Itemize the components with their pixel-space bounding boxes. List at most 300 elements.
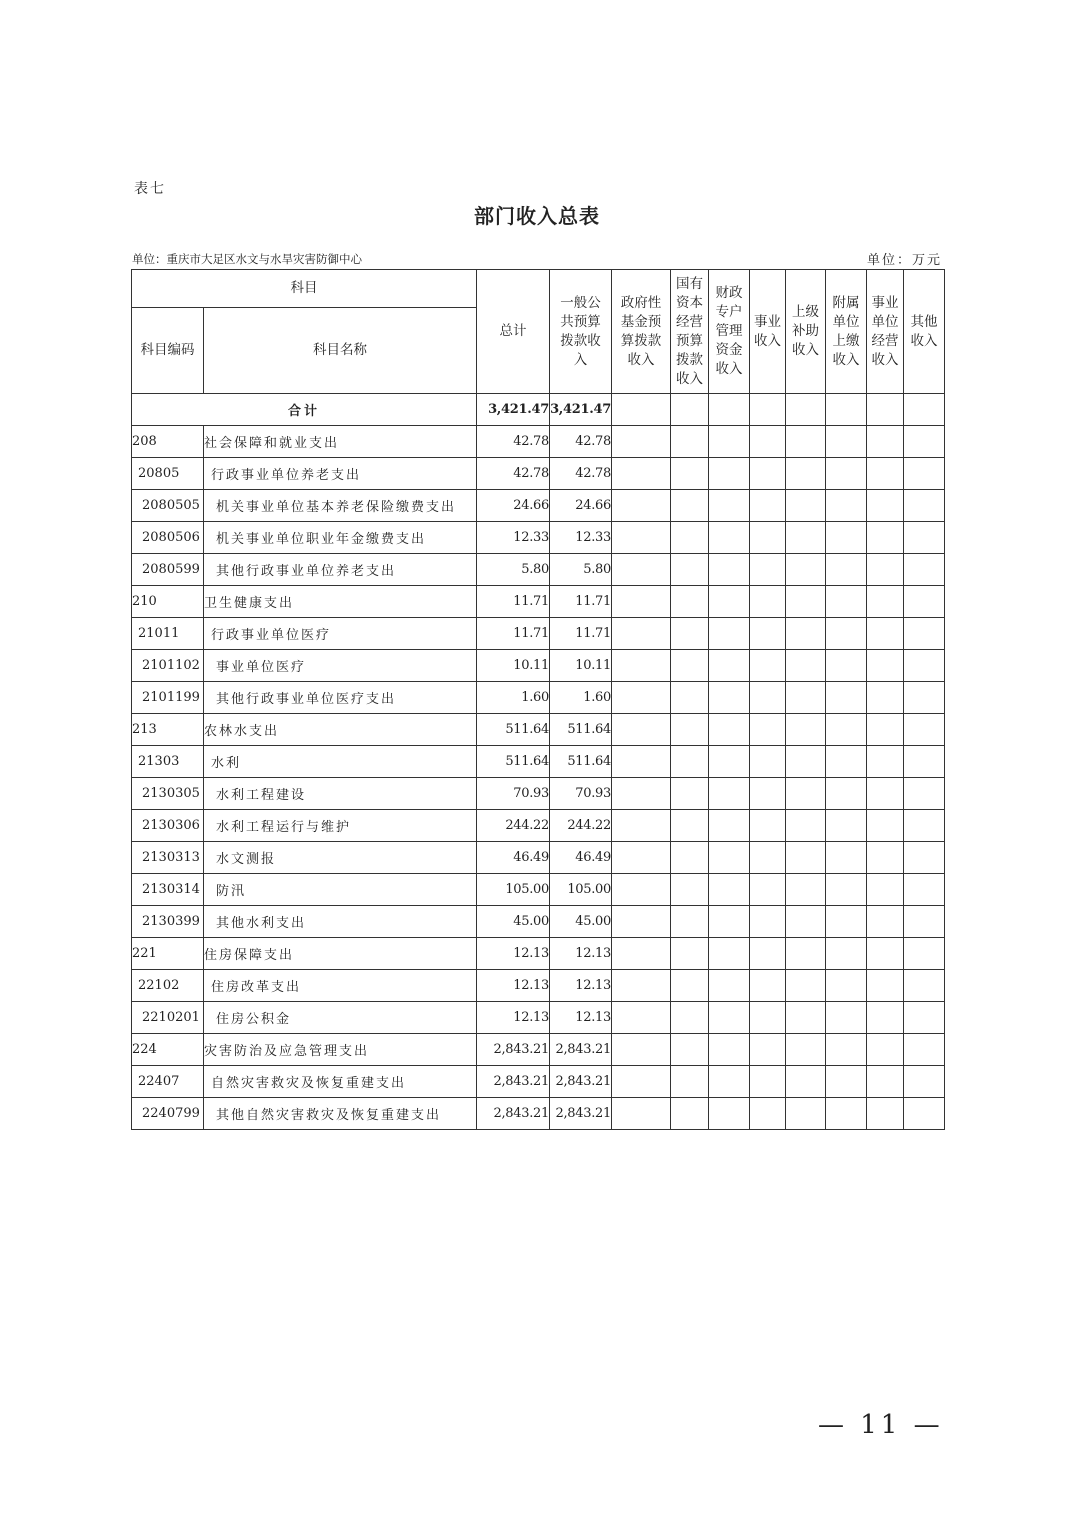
empty-cell (867, 1066, 904, 1098)
table-label: 表七 (134, 181, 166, 197)
empty-cell (671, 1002, 709, 1034)
empty-cell (671, 1034, 709, 1066)
empty-cell (709, 1098, 750, 1130)
header-total: 总计 (477, 270, 550, 394)
empty-cell (786, 1066, 826, 1098)
row-total: 46.49 (477, 842, 550, 874)
empty-cell (826, 842, 867, 874)
subject-code: 21303 (132, 746, 204, 778)
row-total: 1.60 (477, 682, 550, 714)
empty-cell (904, 778, 945, 810)
empty-cell (786, 522, 826, 554)
empty-cell (709, 810, 750, 842)
page-number: — 11 — (818, 1410, 944, 1440)
empty-cell (826, 426, 867, 458)
row-total: 511.64 (477, 714, 550, 746)
header-business-operating: 事业 单位 经营 收入 (867, 270, 904, 394)
subject-code: 2080599 (132, 554, 204, 586)
empty-cell (904, 970, 945, 1002)
empty-cell (786, 490, 826, 522)
row-total: 45.00 (477, 906, 550, 938)
table-row (132, 458, 945, 490)
header-state-capital: 国有 资本 经营 预算 拨款 收入 (671, 270, 709, 394)
empty-cell (709, 554, 750, 586)
empty-cell (671, 458, 709, 490)
empty-cell (671, 522, 709, 554)
empty-cell (709, 842, 750, 874)
row-general-budget: 5.80 (550, 554, 612, 586)
empty-cell (826, 650, 867, 682)
empty-cell (867, 714, 904, 746)
row-general-budget: 11.71 (550, 586, 612, 618)
empty-cell (750, 714, 786, 746)
subject-code: 2080505 (132, 490, 204, 522)
empty-cell (709, 938, 750, 970)
table-row (132, 1066, 945, 1098)
empty-cell (867, 1098, 904, 1130)
row-general-budget: 511.64 (550, 746, 612, 778)
empty-cell (786, 810, 826, 842)
empty-cell (904, 810, 945, 842)
row-general-budget: 24.66 (550, 490, 612, 522)
row-total: 2,843.21 (477, 1098, 550, 1130)
empty-cell (709, 1002, 750, 1034)
empty-cell (709, 426, 750, 458)
empty-cell (671, 842, 709, 874)
empty-cell (867, 650, 904, 682)
empty-cell (671, 938, 709, 970)
empty-cell (826, 1002, 867, 1034)
subject-name: 住房公积金 (204, 1002, 477, 1034)
empty-cell (904, 906, 945, 938)
empty-cell (786, 906, 826, 938)
subject-name: 事业单位医疗 (204, 650, 477, 682)
header-affiliated-income: 附属 单位 上缴 收入 (826, 270, 867, 394)
empty-cell (612, 458, 671, 490)
row-general-budget: 12.13 (550, 1002, 612, 1034)
subject-name: 自然灾害救灾及恢复重建支出 (204, 1066, 477, 1098)
subject-name: 其他水利支出 (204, 906, 477, 938)
empty-cell (612, 746, 671, 778)
row-total: 2,843.21 (477, 1066, 550, 1098)
table-row (132, 778, 945, 810)
subject-name: 其他自然灾害救灾及恢复重建支出 (204, 1098, 477, 1130)
empty-cell (786, 874, 826, 906)
empty-cell (826, 714, 867, 746)
empty-cell (786, 1002, 826, 1034)
empty-cell (867, 490, 904, 522)
empty-cell (867, 426, 904, 458)
empty-cell (904, 714, 945, 746)
empty-cell (867, 874, 904, 906)
empty-cell (826, 554, 867, 586)
row-total: 2,843.21 (477, 1034, 550, 1066)
empty-cell (826, 618, 867, 650)
table-row (132, 650, 945, 682)
empty-cell (750, 970, 786, 1002)
empty-cell (786, 1098, 826, 1130)
empty-cell (671, 586, 709, 618)
subject-name: 其他行政事业单位养老支出 (204, 554, 477, 586)
subject-code: 221 (132, 938, 204, 970)
table-row (132, 810, 945, 842)
empty-cell (826, 906, 867, 938)
empty-cell (612, 778, 671, 810)
unit-currency: 单位：万元 (866, 253, 942, 268)
subject-name: 社会保障和就业支出 (204, 426, 477, 458)
empty-cell (671, 618, 709, 650)
row-total: 12.33 (477, 522, 550, 554)
header-general-budget: 一般公 共预算 拨款收 入 (550, 270, 612, 394)
empty-cell (786, 458, 826, 490)
total-row (132, 394, 945, 426)
table-row (132, 714, 945, 746)
table-row (132, 1002, 945, 1034)
empty-cell (867, 970, 904, 1002)
empty-cell (904, 586, 945, 618)
empty-cell (612, 1002, 671, 1034)
empty-cell (612, 1098, 671, 1130)
subject-code: 2130314 (132, 874, 204, 906)
row-total: 42.78 (477, 426, 550, 458)
empty-cell (786, 778, 826, 810)
table-row (132, 618, 945, 650)
subject-code: 2130305 (132, 778, 204, 810)
empty-cell (786, 714, 826, 746)
empty-cell (612, 618, 671, 650)
row-general-budget: 2,843.21 (550, 1098, 612, 1130)
empty-cell (671, 682, 709, 714)
header-other-income: 其他 收入 (904, 270, 945, 394)
empty-cell (709, 1066, 750, 1098)
empty-cell (904, 874, 945, 906)
subject-code: 2130399 (132, 906, 204, 938)
empty-cell (612, 490, 671, 522)
empty-cell (904, 554, 945, 586)
empty-cell (826, 810, 867, 842)
table-row (132, 746, 945, 778)
empty-cell (904, 522, 945, 554)
row-general-budget: 45.00 (550, 906, 612, 938)
subject-code: 210 (132, 586, 204, 618)
subject-code: 208 (132, 426, 204, 458)
subject-name: 其他行政事业单位医疗支出 (204, 682, 477, 714)
empty-cell (671, 426, 709, 458)
empty-cell (786, 970, 826, 1002)
empty-cell (709, 778, 750, 810)
header-superior-subsidy: 上级 补助 收入 (786, 270, 826, 394)
empty-cell (671, 490, 709, 522)
empty-cell (904, 1002, 945, 1034)
empty-cell (904, 682, 945, 714)
empty-cell (671, 874, 709, 906)
empty-cell (750, 1098, 786, 1130)
empty-cell (750, 778, 786, 810)
empty-cell (786, 554, 826, 586)
empty-cell (826, 1034, 867, 1066)
subject-name: 机关事业单位职业年金缴费支出 (204, 522, 477, 554)
header-subject-name: 科目名称 (204, 308, 477, 394)
empty-cell (709, 906, 750, 938)
row-general-budget: 2,843.21 (550, 1034, 612, 1066)
empty-cell (867, 522, 904, 554)
empty-cell (904, 938, 945, 970)
table-row (132, 842, 945, 874)
empty-cell (826, 938, 867, 970)
row-general-budget: 42.78 (550, 426, 612, 458)
row-general-budget: 70.93 (550, 778, 612, 810)
empty-cell (826, 746, 867, 778)
subject-code: 20805 (132, 458, 204, 490)
row-general-budget: 2,843.21 (550, 1066, 612, 1098)
table-row (132, 426, 945, 458)
row-general-budget: 12.13 (550, 970, 612, 1002)
subject-code: 224 (132, 1034, 204, 1066)
empty-cell (867, 746, 904, 778)
empty-cell (709, 682, 750, 714)
subject-name: 水利工程建设 (204, 778, 477, 810)
row-total: 70.93 (477, 778, 550, 810)
income-summary-table (131, 269, 945, 1130)
empty-cell (750, 746, 786, 778)
empty-cell (867, 682, 904, 714)
subject-name: 机关事业单位基本养老保险缴费支出 (204, 490, 477, 522)
empty-cell (612, 1066, 671, 1098)
empty-cell (904, 1066, 945, 1098)
empty-cell (867, 554, 904, 586)
empty-cell (826, 522, 867, 554)
empty-cell (750, 490, 786, 522)
empty-cell (904, 746, 945, 778)
empty-cell (786, 842, 826, 874)
subject-name: 水利工程运行与维护 (204, 810, 477, 842)
empty-cell (786, 746, 826, 778)
subject-name: 水文测报 (204, 842, 477, 874)
row-total: 5.80 (477, 554, 550, 586)
empty-cell (750, 522, 786, 554)
row-general-budget: 244.22 (550, 810, 612, 842)
header-gov-fund: 政府性 基金预 算拨款 收入 (612, 270, 671, 394)
row-total: 12.13 (477, 970, 550, 1002)
empty-cell (612, 714, 671, 746)
row-general-budget: 11.71 (550, 618, 612, 650)
unit-organization: 单位：重庆市大足区水文与水旱灾害防御中心 (132, 252, 362, 266)
empty-cell (786, 938, 826, 970)
row-general-budget: 1.60 (550, 682, 612, 714)
empty-cell (826, 490, 867, 522)
row-total: 42.78 (477, 458, 550, 490)
empty-cell (867, 778, 904, 810)
row-general-budget: 46.49 (550, 842, 612, 874)
row-general-budget: 105.00 (550, 874, 612, 906)
empty-cell (612, 810, 671, 842)
empty-cell (904, 458, 945, 490)
total-label: 合计 (132, 394, 477, 426)
empty-cell (867, 586, 904, 618)
subject-name: 卫生健康支出 (204, 586, 477, 618)
empty-cell (612, 682, 671, 714)
empty-cell (671, 970, 709, 1002)
empty-cell (904, 650, 945, 682)
header-subject-code: 科目编码 (132, 308, 204, 394)
empty-cell (826, 778, 867, 810)
empty-cell (709, 458, 750, 490)
empty-cell (612, 874, 671, 906)
empty-cell (750, 618, 786, 650)
empty-cell (750, 1034, 786, 1066)
row-total: 244.22 (477, 810, 550, 842)
empty-cell (750, 650, 786, 682)
empty-cell (612, 842, 671, 874)
document-title: 部门收入总表 (474, 204, 600, 228)
empty-cell (786, 586, 826, 618)
table-row (132, 490, 945, 522)
empty-cell (904, 842, 945, 874)
empty-cell (612, 522, 671, 554)
empty-cell (750, 842, 786, 874)
header-fiscal-special: 财政 专户 管理 资金 收入 (709, 270, 750, 394)
row-total: 12.13 (477, 938, 550, 970)
empty-cell (612, 970, 671, 1002)
empty-cell (826, 970, 867, 1002)
table-row (132, 874, 945, 906)
table-row (132, 938, 945, 970)
empty-cell (904, 1034, 945, 1066)
empty-cell (750, 874, 786, 906)
empty-cell (904, 618, 945, 650)
empty-cell (750, 938, 786, 970)
subject-name: 防汛 (204, 874, 477, 906)
empty-cell (709, 522, 750, 554)
empty-cell (826, 1098, 867, 1130)
header-business-income: 事业 收入 (750, 270, 786, 394)
table-row (132, 970, 945, 1002)
empty-cell (671, 714, 709, 746)
empty-cell (750, 1066, 786, 1098)
empty-cell (612, 906, 671, 938)
empty-cell (709, 1034, 750, 1066)
subject-name: 水利 (204, 746, 477, 778)
empty-cell (786, 650, 826, 682)
subject-code: 2130313 (132, 842, 204, 874)
empty-cell (709, 970, 750, 1002)
empty-cell (826, 458, 867, 490)
empty-cell (750, 682, 786, 714)
empty-cell (671, 650, 709, 682)
table-row (132, 522, 945, 554)
row-total: 511.64 (477, 746, 550, 778)
empty-cell (671, 778, 709, 810)
empty-cell (867, 618, 904, 650)
row-general-budget: 12.33 (550, 522, 612, 554)
subject-code: 2101102 (132, 650, 204, 682)
subject-code: 213 (132, 714, 204, 746)
row-general-budget: 42.78 (550, 458, 612, 490)
empty-cell (750, 554, 786, 586)
empty-cell (904, 490, 945, 522)
subject-name: 行政事业单位医疗 (204, 618, 477, 650)
empty-cell (867, 906, 904, 938)
row-total: 11.71 (477, 618, 550, 650)
subject-name: 灾害防治及应急管理支出 (204, 1034, 477, 1066)
table-row (132, 1034, 945, 1066)
subject-name: 住房保障支出 (204, 938, 477, 970)
row-total: 12.13 (477, 1002, 550, 1034)
empty-cell (612, 650, 671, 682)
subject-code: 22407 (132, 1066, 204, 1098)
empty-cell (826, 874, 867, 906)
empty-cell (750, 426, 786, 458)
empty-cell (867, 842, 904, 874)
table-row (132, 906, 945, 938)
subject-name: 住房改革支出 (204, 970, 477, 1002)
empty-cell (904, 426, 945, 458)
empty-cell (709, 746, 750, 778)
empty-cell (671, 1066, 709, 1098)
empty-cell (750, 810, 786, 842)
empty-cell (786, 426, 826, 458)
empty-cell (709, 714, 750, 746)
table-row (132, 682, 945, 714)
header-subject: 科目 (132, 270, 477, 308)
empty-cell (671, 746, 709, 778)
empty-cell (709, 490, 750, 522)
empty-cell (867, 1034, 904, 1066)
empty-cell (709, 618, 750, 650)
empty-cell (750, 1002, 786, 1034)
empty-cell (750, 458, 786, 490)
empty-cell (709, 650, 750, 682)
table-row (132, 586, 945, 618)
subject-name: 行政事业单位养老支出 (204, 458, 477, 490)
empty-cell (612, 554, 671, 586)
row-total: 10.11 (477, 650, 550, 682)
subject-code: 2130306 (132, 810, 204, 842)
row-total: 11.71 (477, 586, 550, 618)
empty-cell (826, 682, 867, 714)
empty-cell (671, 906, 709, 938)
empty-cell (826, 586, 867, 618)
empty-cell (867, 458, 904, 490)
row-total: 105.00 (477, 874, 550, 906)
subject-code: 2210201 (132, 1002, 204, 1034)
subject-code: 2080506 (132, 522, 204, 554)
empty-cell (612, 426, 671, 458)
empty-cell (709, 874, 750, 906)
row-total: 24.66 (477, 490, 550, 522)
subject-code: 21011 (132, 618, 204, 650)
empty-cell (867, 810, 904, 842)
empty-cell (786, 618, 826, 650)
empty-cell (671, 554, 709, 586)
total-amount: 3,421.47 (477, 394, 550, 426)
empty-cell (786, 682, 826, 714)
empty-cell (709, 586, 750, 618)
subject-name: 农林水支出 (204, 714, 477, 746)
empty-cell (671, 810, 709, 842)
row-general-budget: 511.64 (550, 714, 612, 746)
subject-code: 2240799 (132, 1098, 204, 1130)
subject-code: 2101199 (132, 682, 204, 714)
empty-cell (867, 1002, 904, 1034)
empty-cell (904, 1098, 945, 1130)
empty-cell (750, 906, 786, 938)
empty-cell (867, 938, 904, 970)
empty-cell (750, 586, 786, 618)
empty-cell (612, 586, 671, 618)
subject-code: 22102 (132, 970, 204, 1002)
row-general-budget: 12.13 (550, 938, 612, 970)
